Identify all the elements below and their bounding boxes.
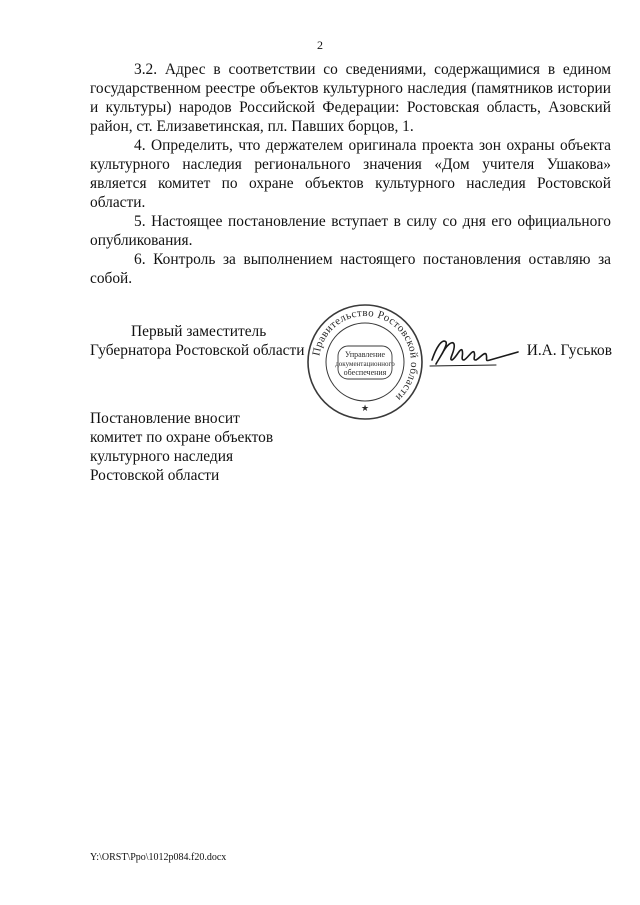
note-line4: Ростовской области (90, 467, 220, 484)
seal-inner-line2: документационного (335, 360, 395, 368)
paragraph-3-2: 3.2. Адрес в соответствии со сведениями, содержащимися в едином государственном реестре объектов культурного наследия (памятников истории и культуры) народов Российской Федерации: Ростовская область, Азовский район, ст. Елизаветинская, пл. Павших борцов, 1. (90, 61, 611, 135)
signatory-title-line1: Первый заместитель (131, 323, 267, 340)
paragraph-4: 4. Определить, что держателем оригинала проекта зон охраны объекта культурного наследия регионального значения «Дом учителя Ушакова» является комитет по охране объектов культурного наследия Ростовской области. (90, 137, 611, 211)
page-number: 2 (317, 38, 323, 52)
note-line3: культурного наследия (90, 448, 234, 465)
footer-file-path: Y:\ORST\Ppo\1012p084.f20.docx (90, 852, 227, 863)
note-line1: Постановление вносит (90, 410, 240, 427)
paragraph-5: 5. Настоящее постановление вступает в силу со дня его официального опубликования. (90, 213, 611, 249)
seal-inner-line3: обеспечения (343, 368, 387, 377)
document-body (90, 60, 611, 288)
official-seal-stamp (305, 302, 425, 422)
seal-inner-line1: Управление (344, 350, 386, 359)
seal-star-icon: ★ (360, 403, 370, 413)
signatory-name: И.А. Гуськов (526, 342, 612, 359)
submission-note (90, 409, 330, 485)
paragraph-6: 6. Контроль за выполнением настоящего постановления оставляю за собой. (90, 251, 611, 287)
handwritten-signature (426, 330, 521, 375)
signatory-title-line2: Губернатора Ростовской области (90, 342, 305, 359)
note-line2: комитет по охране объектов (90, 429, 274, 446)
seal-outer-text: Правительство Ростовской области (310, 306, 421, 404)
signatory-title (90, 322, 305, 360)
